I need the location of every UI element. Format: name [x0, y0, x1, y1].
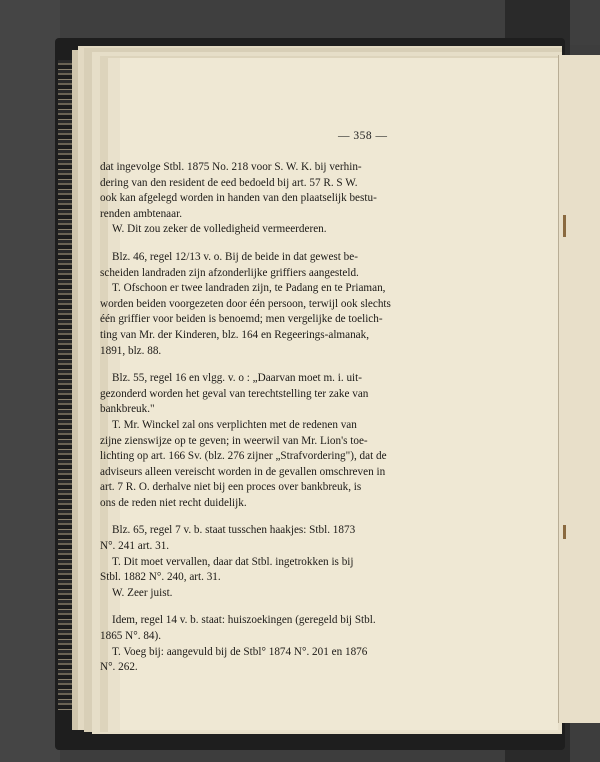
text-line: T. Dit moet vervallen, daar dat Stbl. ingetrokken is bij — [112, 555, 354, 568]
text-line: scheiden landraden zijn afzonderlijke griffiers aangesteld. — [100, 266, 359, 279]
text-line: 1891, blz. 88. — [100, 344, 162, 357]
facing-page — [558, 55, 600, 723]
page-number: — 358 — — [338, 130, 388, 142]
text-line: Idem, regel 14 v. b. staat: huiszoekingen (geregeld bij Stbl. — [112, 614, 376, 627]
paragraph — [100, 645, 510, 676]
paragraph — [100, 586, 510, 602]
text-line: W. Zeer juist. — [112, 586, 173, 599]
text-line: lichting op art. 166 Sv. (blz. 276 zijner „Strafvordering"), dat de — [100, 450, 387, 463]
text-line: Stbl. 1882 N°. 240, art. 31. — [100, 571, 221, 584]
text-line: worden beiden voorgezeten door één persoon, terwijl ook slechts — [100, 297, 391, 310]
text-line: ons de reden niet recht duidelijk. — [100, 496, 247, 509]
text-line: Blz. 55, regel 16 en vlgg. v. o : „Daarvan moet m. i. uit- — [112, 372, 362, 385]
text-line: dat ingevolge Stbl. 1875 No. 218 voor S. W. K. bij verhin- — [100, 161, 362, 173]
text-line: art. 7 R. O. derhalve niet bij een proces over bankbreuk, is — [100, 481, 362, 494]
paragraph — [100, 222, 510, 238]
text-line: ting van Mr. der Kinderen, blz. 164 en Regeerings-almanak, — [100, 328, 370, 341]
page-stain — [563, 215, 566, 237]
text-line: één griffier voor beiden is benoemd; men vergelijke de toelich- — [100, 313, 383, 326]
text-line: T. Ofschoon er twee landraden zijn, te Padang en te Priaman, — [112, 282, 386, 295]
text-line: renden ambtenaar. — [100, 207, 182, 220]
paragraph — [100, 523, 510, 554]
text-line: 1865 N°. 84). — [100, 630, 162, 643]
page-text — [100, 160, 510, 676]
text-line: gezonderd worden het geval van terechtstelling ter zake van — [100, 387, 369, 400]
text-line: Blz. 65, regel 7 v. b. staat tusschen haakjes: Stbl. 1873 — [112, 524, 356, 537]
text-line: Blz. 46, regel 12/13 v. o. Bij de beide in dat gewest be- — [112, 250, 358, 263]
paragraph — [100, 555, 510, 586]
paragraph — [100, 418, 510, 512]
background-left — [0, 0, 60, 762]
paragraph — [100, 250, 510, 281]
paragraph — [100, 281, 510, 359]
page-stain — [563, 525, 566, 539]
text-line: N°. 262. — [100, 661, 138, 674]
text-line: dering van den resident de eed bedoeld bij art. 57 R. S W. — [100, 176, 358, 189]
paragraph — [100, 613, 510, 644]
text-line: ook kan afgelegd worden in handen van den plaatselijk bestu- — [100, 192, 377, 205]
text-line: zijne zienswijze op te geven; in weerwil van Mr. Lion's toe- — [100, 434, 368, 447]
text-line: T. Voeg bij: aangevuld bij de Stbl° 1874 N°. 201 en 1876 — [112, 645, 368, 658]
text-line: adviseurs alleen vereischt worden in de gevallen omschreven in — [100, 465, 386, 478]
paragraph — [100, 160, 510, 222]
paragraph — [100, 371, 510, 418]
text-line: W. Dit zou zeker de volledigheid vermeerderen. — [112, 223, 327, 236]
text-line: bankbreuk." — [100, 403, 155, 416]
text-line: N°. 241 art. 31. — [100, 540, 170, 553]
text-line: T. Mr. Winckel zal ons verplichten met de redenen van — [112, 418, 357, 431]
